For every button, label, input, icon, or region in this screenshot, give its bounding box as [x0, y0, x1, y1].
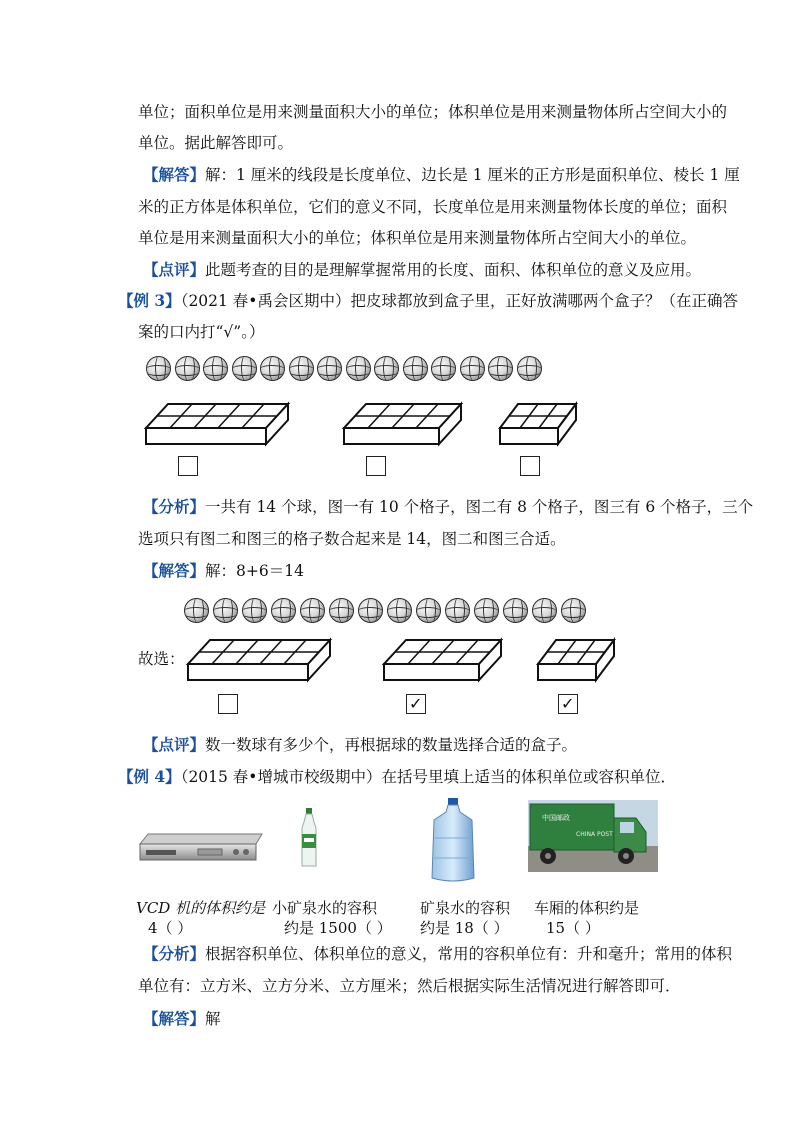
figure-answer — [180, 594, 620, 720]
caption-text: 约是 1500（ ） — [284, 919, 392, 937]
ball — [460, 356, 485, 381]
caption-text: 小矿泉水的容积 — [272, 899, 378, 917]
caption-small-water — [272, 898, 392, 938]
example-text: （2021 春•禹会区期中）把皮球都放到盒子里，正好放满哪两个盒子？（在正确答 — [180, 292, 738, 310]
ball — [358, 598, 383, 623]
ball — [317, 356, 342, 381]
ball — [431, 356, 456, 381]
checkbox-box-2[interactable] — [406, 694, 426, 714]
ball — [175, 356, 200, 381]
ball — [329, 598, 354, 623]
analysis-text: 一共有 14 个球，图一有 10 个格子，图二有 8 个格子，图三有 6 个格子，三个 — [205, 498, 754, 516]
ball — [184, 598, 209, 623]
example-text: （2015 春•增城市校级期中）在括号里填上适当的体积单位或容积单位． — [180, 768, 676, 786]
caption-text: VCD 机的体积约是 — [136, 899, 266, 917]
ball — [146, 356, 171, 381]
box-8-cells — [376, 636, 506, 686]
checkbox-box-3[interactable] — [520, 456, 540, 476]
ball — [474, 598, 499, 623]
caption-big-water — [420, 898, 510, 938]
analysis-text: 根据容积单位、体积单位的意义，常用的容积单位有：升和毫升；常用的体积 — [205, 945, 733, 963]
small-water-bottle-image — [298, 808, 320, 868]
post-truck-image — [528, 800, 658, 872]
ball — [346, 356, 371, 381]
ball — [488, 356, 513, 381]
comment-tag: 【点评】 — [143, 260, 206, 279]
answer-4 — [143, 1008, 221, 1030]
text-line: 单位；面积单位是用来测量面积大小的单位；体积单位是用来测量物体所占空间大小的 — [138, 103, 728, 121]
box-6-cells — [496, 400, 581, 450]
box-10-cells — [138, 400, 293, 450]
analysis-tag: 【分析】 — [143, 497, 206, 516]
analysis-4-line-2: 单位有：立方米、立方分米、立方厘米；然后根据实际生活情况进行解答即可． — [138, 977, 681, 995]
comment-text: 数一数球有多少个，再根据球的数量选择合适的盒子。 — [205, 736, 578, 754]
box-6-cells — [534, 636, 619, 686]
analysis-4-line-1 — [143, 943, 732, 965]
ball — [213, 598, 238, 623]
box-10-cells — [180, 636, 335, 686]
box-8-cells — [336, 400, 466, 450]
vcd-player-image — [138, 832, 264, 864]
caption-truck — [534, 898, 639, 938]
analysis-tag: 【分析】 — [143, 944, 206, 963]
ball — [242, 598, 267, 623]
answer-1-line-3: 单位是用来测量面积大小的单位；体积单位是用来测量物体所占空间大小的单位。 — [138, 229, 697, 247]
ball — [503, 598, 528, 623]
answer-tag: 【解答】 — [143, 1009, 206, 1028]
ball — [289, 356, 314, 381]
answer-text: 解：1 厘米的线段是长度单位、边长是 1 厘米的正方形是面积单位、棱长 1 厘 — [205, 166, 740, 184]
caption-text: 车厢的体积约是 — [534, 899, 640, 917]
example-tag: 【例 4】 — [118, 767, 181, 786]
answer-text: 解 — [205, 1010, 221, 1028]
figure-volume-items — [136, 798, 660, 938]
ball — [387, 598, 412, 623]
ball — [445, 598, 470, 623]
checkbox-box-1[interactable] — [218, 694, 238, 714]
answer-1-line — [143, 164, 740, 186]
text-line: 单位。据此解答即可。 — [138, 134, 294, 152]
big-water-jug-image — [428, 798, 478, 884]
choose-label: 故选： — [138, 650, 185, 668]
comment-tag: 【点评】 — [143, 735, 206, 754]
answer-3 — [143, 560, 304, 582]
check-mark: ✓ — [561, 694, 575, 713]
ball — [532, 598, 557, 623]
example-tag: 【例 3】 — [118, 291, 181, 310]
ball — [374, 356, 399, 381]
caption-text: 约是 18（ ） — [420, 919, 509, 937]
ball — [271, 598, 296, 623]
ball — [260, 356, 285, 381]
answer-tag: 【解答】 — [143, 165, 206, 184]
caption-text: 4（ ） — [148, 919, 193, 937]
ball — [232, 356, 257, 381]
checkbox-box-2[interactable] — [366, 456, 386, 476]
example-3-line-2: 案的口内打“√”。） — [138, 323, 265, 341]
analysis-3-line-2: 选项只有图二和图三的格子数合起来是 14，图二和图三合适。 — [138, 530, 566, 548]
truck-label-en: CHINA POST — [576, 831, 613, 838]
analysis-3-line-1 — [143, 496, 753, 518]
answer-tag: 【解答】 — [143, 561, 206, 580]
answer-1-line-2: 米的正方体是体积单位，它们的意义不同，长度单位是用来测量物体长度的单位；面积 — [138, 198, 728, 216]
comment-text: 此题考查的目的是理解掌握常用的长度、面积、体积单位的意义及应用。 — [205, 261, 702, 279]
check-mark: ✓ — [409, 694, 423, 713]
checkbox-box-1[interactable] — [178, 456, 198, 476]
checkbox-box-3[interactable] — [558, 694, 578, 714]
example-3-title — [118, 290, 738, 312]
comment-3 — [143, 734, 577, 756]
caption-text: 矿泉水的容积 — [420, 899, 511, 917]
ball — [203, 356, 228, 381]
answer-text: 解：8+6＝14 — [205, 562, 304, 580]
ball — [561, 598, 586, 623]
ball — [517, 356, 542, 381]
ball — [300, 598, 325, 623]
caption-vcd — [136, 898, 265, 938]
ball — [403, 356, 428, 381]
comment-1 — [143, 259, 701, 281]
caption-text: 15（ ） — [546, 919, 600, 937]
figure-balls-boxes — [138, 352, 580, 482]
ball — [416, 598, 441, 623]
example-4-title — [118, 766, 676, 788]
truck-label: 中国邮政 — [542, 814, 570, 822]
